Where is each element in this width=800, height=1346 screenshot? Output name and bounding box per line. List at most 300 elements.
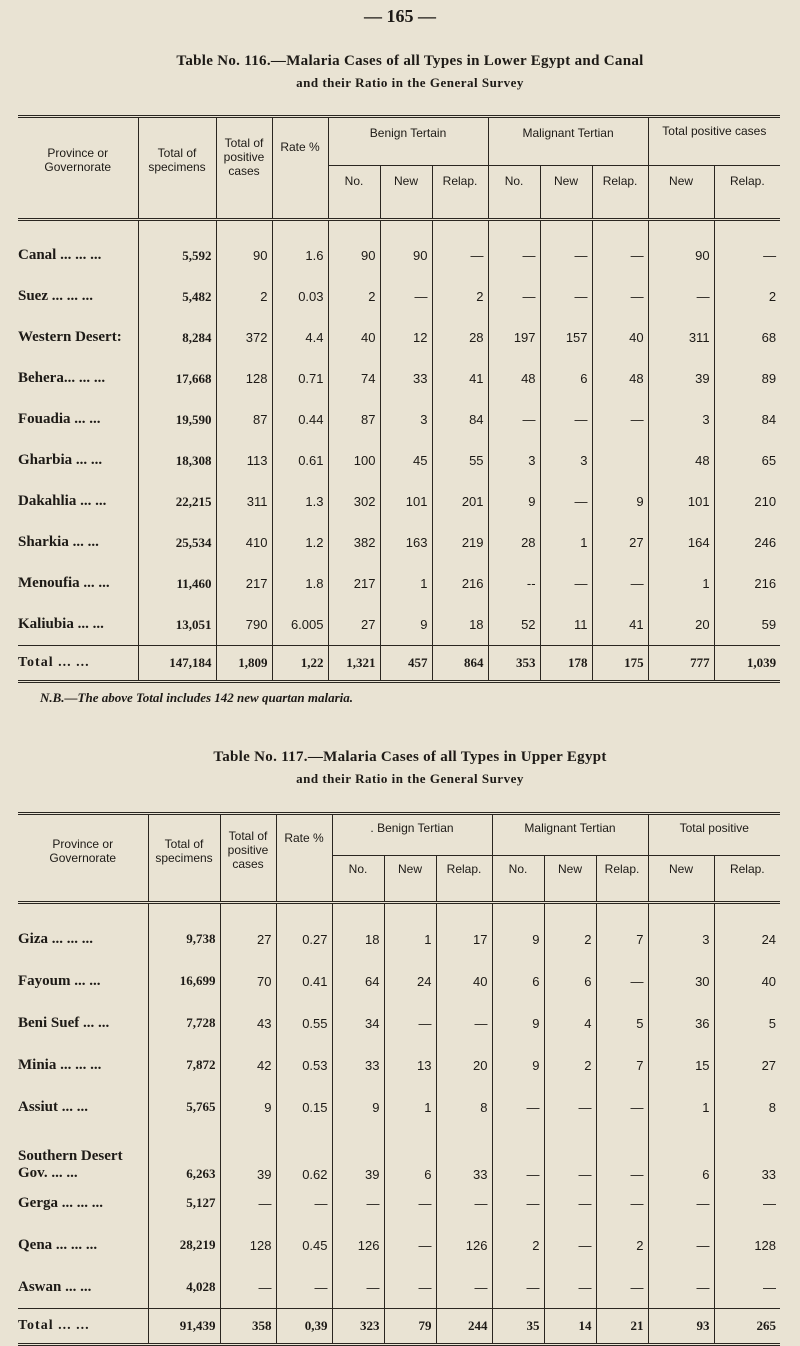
positive-cases-cell: 128	[220, 1224, 276, 1266]
total-relap-cell: 65	[714, 440, 780, 481]
province-cell: Menoufia ... ...	[18, 563, 138, 604]
rate-cell: 0.71	[272, 358, 328, 399]
malignant-no-cell: 52	[488, 604, 540, 646]
malignant-new-cell: —	[544, 1224, 596, 1266]
total-specimens-cell: 91,439	[148, 1309, 220, 1345]
table-row	[18, 1086, 780, 1128]
total-new-cell: 1	[648, 1086, 714, 1128]
table-row	[18, 1182, 780, 1224]
malignant-no-cell: 9	[488, 481, 540, 522]
benign-new-cell: —	[384, 1182, 436, 1224]
benign-no-cell: 100	[328, 440, 380, 481]
total-new-cell: 15	[648, 1044, 714, 1086]
benign-relap-cell: 84	[432, 399, 488, 440]
specimens-cell: 8,284	[138, 317, 216, 358]
table-116-note: N.B.—The above Total includes 142 new quartan malaria.	[40, 690, 353, 705]
total-new-cell: 48	[648, 440, 714, 481]
table-row	[18, 440, 780, 481]
total-new-cell: 36	[648, 1002, 714, 1044]
total-new-cell: 6	[648, 1128, 714, 1182]
total-row	[18, 646, 780, 682]
total-malignant-new-cell: 178	[540, 646, 592, 682]
malignant-relap-cell: 2	[596, 1224, 648, 1266]
total-benign-no-cell: 1,321	[328, 646, 380, 682]
total-relap-cell: 216	[714, 563, 780, 604]
total-new-cell: 3	[648, 903, 714, 961]
benign-relap-cell: 41	[432, 358, 488, 399]
total-positive-cases-cell: 358	[220, 1309, 276, 1345]
malignant-relap-cell: 48	[592, 358, 648, 399]
benign-relap-header: Relap.	[432, 165, 488, 219]
benign-no-cell: 27	[328, 604, 380, 646]
province-cell: Gerga ... ... ...	[18, 1182, 148, 1224]
benign-no-cell: —	[332, 1182, 384, 1224]
province-name-line2: Gov. ... ...	[18, 1165, 78, 1181]
malignant-relap-cell: 9	[592, 481, 648, 522]
positive-cases-cell: 42	[220, 1044, 276, 1086]
malignant-no-cell: —	[488, 276, 540, 317]
specimens-header: Total of specimens	[138, 117, 216, 220]
positive-cases-cell: —	[220, 1266, 276, 1309]
malignant-new-header: New	[544, 855, 596, 902]
benign-relap-cell: 201	[432, 481, 488, 522]
malignant-relap-cell: 5	[596, 1002, 648, 1044]
total-row	[18, 1309, 780, 1345]
malignant-no-cell: 9	[492, 903, 544, 961]
benign-new-cell: 1	[384, 903, 436, 961]
table-116-body	[18, 220, 780, 682]
province-cell: Gharbia ... ...	[18, 440, 138, 481]
province-cell: Beni Suef ... ...	[18, 1002, 148, 1044]
benign-new-cell: 101	[380, 481, 432, 522]
positive-cases-cell: 2	[216, 276, 272, 317]
total-relap-cell: 24	[714, 903, 780, 961]
benign-relap-header: Relap.	[436, 855, 492, 902]
benign-new-cell: —	[384, 1266, 436, 1309]
specimens-cell: 5,482	[138, 276, 216, 317]
malignant-no-cell: —	[488, 399, 540, 440]
malignant-no-cell: 3	[488, 440, 540, 481]
malignant-new-cell: —	[540, 563, 592, 604]
rate-cell: 1.6	[272, 220, 328, 277]
rate-cell: 0.03	[272, 276, 328, 317]
benign-relap-cell: 126	[436, 1224, 492, 1266]
benign-no-header: No.	[328, 165, 380, 219]
malignant-no-cell: 197	[488, 317, 540, 358]
benign-relap-cell: 18	[432, 604, 488, 646]
table-117-body	[18, 903, 780, 1345]
benign-no-cell: 2	[328, 276, 380, 317]
table-117-subtitle: and their Ratio in the General Survey	[296, 771, 524, 786]
province-cell: Assiut ... ...	[18, 1086, 148, 1128]
table-116-title: Table No. 116.—Malaria Cases of all Types in Lower Egypt and Canal	[176, 53, 644, 69]
positive-cases-cell: 410	[216, 522, 272, 563]
rate-cell: 0.27	[276, 903, 332, 961]
province-cell: Aswan ... ...	[18, 1266, 148, 1309]
benign-no-cell: 9	[332, 1086, 384, 1128]
malignant-relap-cell: 7	[596, 903, 648, 961]
total-malignant-no-cell: 35	[492, 1309, 544, 1345]
table-116	[18, 115, 780, 683]
malignant-new-header: New	[540, 165, 592, 219]
total-new-cell: 164	[648, 522, 714, 563]
province-header: Province or Governorate	[18, 117, 138, 220]
benign-new-cell: —	[380, 276, 432, 317]
province-header: Province or Governorate	[18, 814, 148, 903]
benign-no-cell: —	[332, 1266, 384, 1309]
total-new-cell: —	[648, 1182, 714, 1224]
malignant-no-header: No.	[492, 855, 544, 902]
malignant-no-cell: 9	[492, 1002, 544, 1044]
benign-no-cell: 64	[332, 960, 384, 1002]
specimens-cell: 4,028	[148, 1266, 220, 1309]
province-cell: Canal ... ... ...	[18, 220, 138, 277]
malignant-relap-header: Relap.	[596, 855, 648, 902]
province-cell: Sharkia ... ...	[18, 522, 138, 563]
benign-no-cell: 39	[332, 1128, 384, 1182]
malignant-relap-cell: —	[592, 563, 648, 604]
total-new-cell: —	[648, 1224, 714, 1266]
benign-relap-cell: —	[436, 1002, 492, 1044]
rate-cell: 0.45	[276, 1224, 332, 1266]
benign-new-cell: —	[384, 1224, 436, 1266]
table-row	[18, 960, 780, 1002]
rate-cell: 1.3	[272, 481, 328, 522]
specimens-cell: 5,765	[148, 1086, 220, 1128]
total-relap-cell: 84	[714, 399, 780, 440]
total-rate-cell: 0,39	[276, 1309, 332, 1345]
malignant-relap-cell	[592, 440, 648, 481]
malignant-new-cell: —	[544, 1266, 596, 1309]
benign-new-cell: 163	[380, 522, 432, 563]
total-rate-cell: 1,22	[272, 646, 328, 682]
specimens-cell: 9,738	[148, 903, 220, 961]
malignant-new-cell: —	[544, 1086, 596, 1128]
rate-cell: 1.2	[272, 522, 328, 563]
rate-cell: 4.4	[272, 317, 328, 358]
benign-no-cell: 217	[328, 563, 380, 604]
malignant-relap-cell: —	[596, 1128, 648, 1182]
total-benign-no-cell: 323	[332, 1309, 384, 1345]
table-row	[18, 481, 780, 522]
total-relap-cell: —	[714, 1182, 780, 1224]
table-row	[18, 317, 780, 358]
positive-cases-cell: 43	[220, 1002, 276, 1044]
total-province-cell: Total ... ...	[18, 646, 138, 682]
malignant-relap-cell: —	[592, 399, 648, 440]
positive-cases-cell: 311	[216, 481, 272, 522]
province-cell: Suez ... ... ...	[18, 276, 138, 317]
table-row	[18, 399, 780, 440]
malignant-no-cell: --	[488, 563, 540, 604]
total-positive-header: Total positive cases	[648, 117, 780, 166]
benign-new-cell: 24	[384, 960, 436, 1002]
table-row	[18, 604, 780, 646]
malignant-new-cell: 157	[540, 317, 592, 358]
benign-relap-cell: 28	[432, 317, 488, 358]
specimens-cell: 6,263	[148, 1128, 220, 1182]
total-new-cell: —	[648, 276, 714, 317]
rate-cell: 0.62	[276, 1128, 332, 1182]
benign-no-cell: 126	[332, 1224, 384, 1266]
table-row	[18, 1044, 780, 1086]
malignant-no-cell: —	[492, 1086, 544, 1128]
malignant-new-cell: 1	[540, 522, 592, 563]
total-new-cell: 90	[648, 220, 714, 277]
positive-cases-cell: 9	[220, 1086, 276, 1128]
specimens-cell: 5,592	[138, 220, 216, 277]
specimens-cell: 17,668	[138, 358, 216, 399]
malignant-no-cell: —	[492, 1182, 544, 1224]
malignant-new-cell: —	[540, 481, 592, 522]
province-cell	[18, 1128, 148, 1182]
specimens-cell: 28,219	[148, 1224, 220, 1266]
malignant-header: Malignant Tertian	[492, 814, 648, 856]
malignant-no-cell: 28	[488, 522, 540, 563]
malignant-new-cell: —	[540, 276, 592, 317]
benign-new-cell: 33	[380, 358, 432, 399]
benign-new-cell: 9	[380, 604, 432, 646]
malignant-no-cell: 48	[488, 358, 540, 399]
table-117-title: Table No. 117.—Malaria Cases of all Types in Upper Egypt	[213, 749, 607, 765]
positive-cases-cell: 39	[220, 1128, 276, 1182]
benign-no-cell: 34	[332, 1002, 384, 1044]
benign-relap-cell: 40	[436, 960, 492, 1002]
total-relap-cell: 246	[714, 522, 780, 563]
total-relap-cell: 27	[714, 1044, 780, 1086]
benign-relap-cell: 216	[432, 563, 488, 604]
positive-cases-cell: 90	[216, 220, 272, 277]
province-cell: Qena ... ... ...	[18, 1224, 148, 1266]
total-relap-cell: 89	[714, 358, 780, 399]
malignant-new-cell: 4	[544, 1002, 596, 1044]
total-new-cell: 20	[648, 604, 714, 646]
total-new-cell: 1	[648, 563, 714, 604]
specimens-cell: 19,590	[138, 399, 216, 440]
rate-cell: 0.55	[276, 1002, 332, 1044]
malignant-no-cell: —	[492, 1128, 544, 1182]
rate-cell: 0.44	[272, 399, 328, 440]
benign-new-cell: 6	[384, 1128, 436, 1182]
rate-cell: 0.41	[276, 960, 332, 1002]
benign-relap-cell: —	[436, 1182, 492, 1224]
rate-cell: 0.15	[276, 1086, 332, 1128]
total-specimens-cell: 147,184	[138, 646, 216, 682]
total-benign-new-cell: 79	[384, 1309, 436, 1345]
benign-new-cell: 12	[380, 317, 432, 358]
rate-cell: 6.005	[272, 604, 328, 646]
malignant-relap-cell: 27	[592, 522, 648, 563]
total-malignant-relap-cell: 175	[592, 646, 648, 682]
positive-cases-cell: 372	[216, 317, 272, 358]
malignant-no-cell: 2	[492, 1224, 544, 1266]
malignant-no-cell: —	[492, 1266, 544, 1309]
benign-new-cell: 90	[380, 220, 432, 277]
rate-cell: 1.8	[272, 563, 328, 604]
benign-new-cell: 45	[380, 440, 432, 481]
malignant-new-cell: 2	[544, 903, 596, 961]
rate-cell: 0.61	[272, 440, 328, 481]
specimens-cell: 7,728	[148, 1002, 220, 1044]
total-relap-cell: 128	[714, 1224, 780, 1266]
malignant-relap-cell: —	[596, 960, 648, 1002]
province-cell: Fayoum ... ...	[18, 960, 148, 1002]
benign-new-cell: 1	[384, 1086, 436, 1128]
positive-cases-cell: 27	[220, 903, 276, 961]
benign-no-header: No.	[332, 855, 384, 902]
positive-cases-cell: 70	[220, 960, 276, 1002]
malignant-relap-cell: 40	[592, 317, 648, 358]
rate-header: Rate %	[276, 814, 332, 903]
table-row	[18, 276, 780, 317]
benign-relap-cell: 219	[432, 522, 488, 563]
total-new-header: New	[648, 165, 714, 219]
total-total-relap-cell: 1,039	[714, 646, 780, 682]
total-relap-cell: 2	[714, 276, 780, 317]
positive-cases-cell: 790	[216, 604, 272, 646]
malignant-new-cell: 11	[540, 604, 592, 646]
positive-cases-cell: 87	[216, 399, 272, 440]
total-relap-cell: 210	[714, 481, 780, 522]
table-row	[18, 1128, 780, 1182]
benign-relap-cell: 8	[436, 1086, 492, 1128]
benign-new-cell: 3	[380, 399, 432, 440]
benign-relap-cell: 20	[436, 1044, 492, 1086]
table-117-caption	[40, 746, 780, 790]
malignant-no-header: No.	[488, 165, 540, 219]
malignant-new-cell: 3	[540, 440, 592, 481]
malignant-relap-cell: —	[596, 1266, 648, 1309]
specimens-cell: 11,460	[138, 563, 216, 604]
benign-no-cell: 74	[328, 358, 380, 399]
table-row	[18, 1224, 780, 1266]
positive-cases-cell: 217	[216, 563, 272, 604]
total-total-new-cell: 777	[648, 646, 714, 682]
specimens-cell: 13,051	[138, 604, 216, 646]
total-total-new-cell: 93	[648, 1309, 714, 1345]
table-116-caption	[40, 50, 780, 94]
total-new-cell: 311	[648, 317, 714, 358]
province-cell: Fouadia ... ...	[18, 399, 138, 440]
malignant-new-cell: 2	[544, 1044, 596, 1086]
rate-cell: —	[276, 1182, 332, 1224]
total-relap-cell: 5	[714, 1002, 780, 1044]
malignant-new-cell: —	[544, 1182, 596, 1224]
total-new-cell: 101	[648, 481, 714, 522]
total-new-cell: —	[648, 1266, 714, 1309]
total-relap-header: Relap.	[714, 855, 780, 902]
total-province-cell: Total ... ...	[18, 1309, 148, 1345]
benign-new-header: New	[384, 855, 436, 902]
province-cell: Minia ... ... ...	[18, 1044, 148, 1086]
table-row	[18, 1266, 780, 1309]
province-cell: Western Desert:	[18, 317, 138, 358]
province-name-line1: Southern Desert	[18, 1148, 123, 1164]
table-row	[18, 220, 780, 277]
rate-cell: 0.53	[276, 1044, 332, 1086]
total-benign-relap-cell: 864	[432, 646, 488, 682]
table-row	[18, 1002, 780, 1044]
table-row	[18, 358, 780, 399]
table-117	[18, 812, 780, 1346]
malignant-no-cell: 9	[492, 1044, 544, 1086]
benign-header: Benign Tertain	[328, 117, 488, 166]
benign-no-cell: 33	[332, 1044, 384, 1086]
total-total-relap-cell: 265	[714, 1309, 780, 1345]
malignant-relap-cell: 41	[592, 604, 648, 646]
malignant-no-cell: 6	[492, 960, 544, 1002]
total-malignant-relap-cell: 21	[596, 1309, 648, 1345]
total-new-cell: 30	[648, 960, 714, 1002]
specimens-cell: 7,872	[148, 1044, 220, 1086]
table-row	[18, 563, 780, 604]
benign-relap-cell: 2	[432, 276, 488, 317]
benign-new-cell: 13	[384, 1044, 436, 1086]
malignant-relap-cell: —	[596, 1182, 648, 1224]
specimens-cell: 25,534	[138, 522, 216, 563]
malignant-new-cell: —	[544, 1128, 596, 1182]
positive-cases-cell: 113	[216, 440, 272, 481]
total-relap-header: Relap.	[714, 165, 780, 219]
total-relap-cell: —	[714, 1266, 780, 1309]
total-relap-cell: 33	[714, 1128, 780, 1182]
province-cell: Giza ... ... ...	[18, 903, 148, 961]
benign-header: . Benign Tertian	[332, 814, 492, 856]
total-relap-cell: 68	[714, 317, 780, 358]
malignant-relap-cell: 7	[596, 1044, 648, 1086]
benign-no-cell: 302	[328, 481, 380, 522]
total-relap-cell: 8	[714, 1086, 780, 1128]
positive-cases-cell: 128	[216, 358, 272, 399]
malignant-no-cell: —	[488, 220, 540, 277]
rate-header: Rate %	[272, 117, 328, 220]
total-positive-header: Total positive	[648, 814, 780, 856]
benign-no-cell: 382	[328, 522, 380, 563]
total-relap-cell: —	[714, 220, 780, 277]
positive-cases-cell: —	[220, 1182, 276, 1224]
malignant-new-cell: —	[540, 399, 592, 440]
total-relap-cell: 40	[714, 960, 780, 1002]
benign-no-cell: 87	[328, 399, 380, 440]
table-row	[18, 522, 780, 563]
specimens-cell: 5,127	[148, 1182, 220, 1224]
total-malignant-no-cell: 353	[488, 646, 540, 682]
benign-relap-cell: —	[432, 220, 488, 277]
province-cell: Kaliubia ... ...	[18, 604, 138, 646]
positive-header: Total of positive cases	[216, 117, 272, 220]
specimens-cell: 22,215	[138, 481, 216, 522]
total-relap-cell: 59	[714, 604, 780, 646]
total-malignant-new-cell: 14	[544, 1309, 596, 1345]
malignant-header: Malignant Tertian	[488, 117, 648, 166]
malignant-relap-header: Relap.	[592, 165, 648, 219]
page-number: — 165 —	[364, 6, 436, 26]
malignant-relap-cell: —	[596, 1086, 648, 1128]
malignant-new-cell: 6	[540, 358, 592, 399]
benign-relap-cell: 33	[436, 1128, 492, 1182]
province-cell: Behera... ... ...	[18, 358, 138, 399]
total-positive-cases-cell: 1,809	[216, 646, 272, 682]
benign-new-header: New	[380, 165, 432, 219]
total-new-cell: 3	[648, 399, 714, 440]
total-benign-relap-cell: 244	[436, 1309, 492, 1345]
benign-new-cell: 1	[380, 563, 432, 604]
specimens-cell: 16,699	[148, 960, 220, 1002]
benign-relap-cell: —	[436, 1266, 492, 1309]
rate-cell: —	[276, 1266, 332, 1309]
benign-no-cell: 18	[332, 903, 384, 961]
malignant-new-cell: 6	[544, 960, 596, 1002]
